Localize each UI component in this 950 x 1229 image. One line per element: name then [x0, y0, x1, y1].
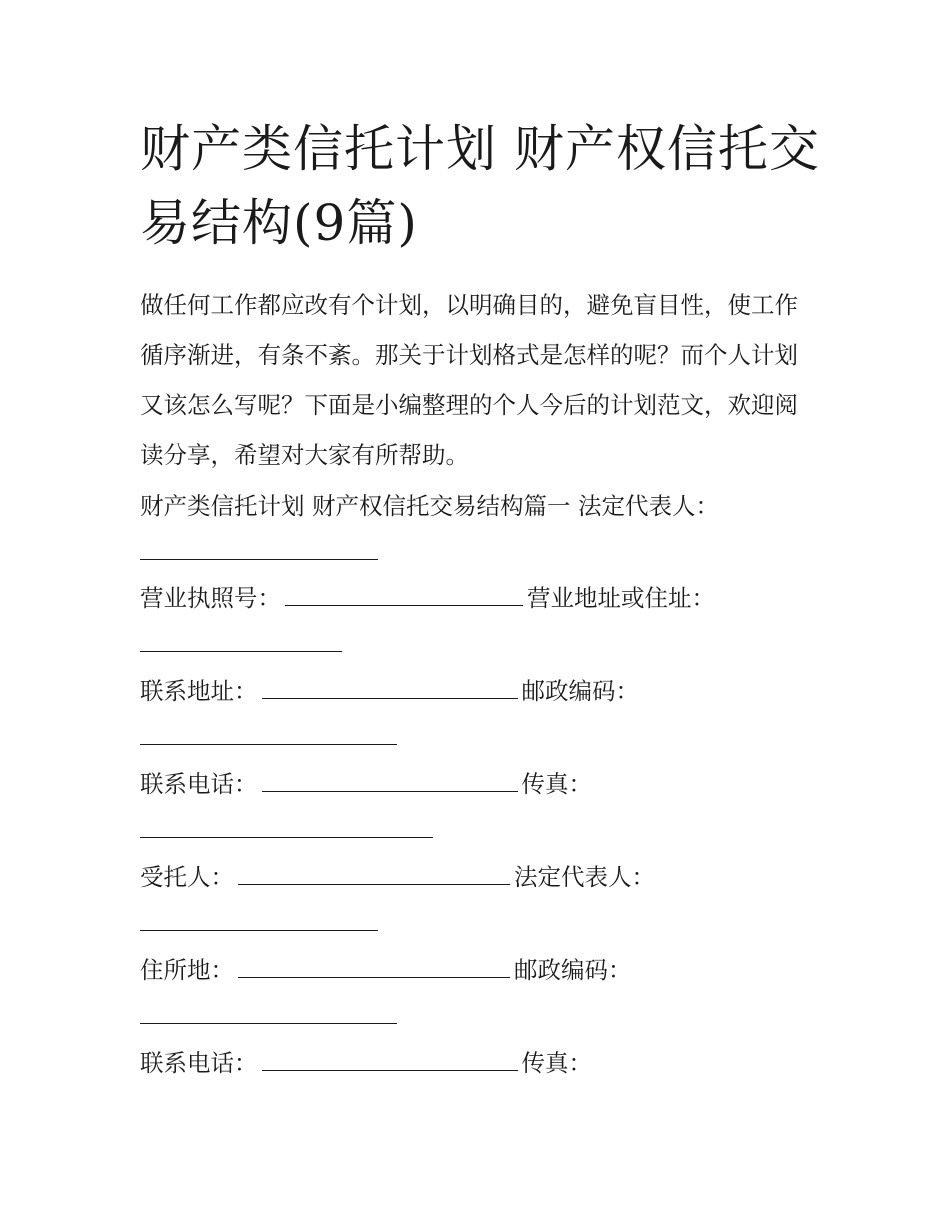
- contact-phone-blank[interactable]: [262, 790, 518, 792]
- contact-address-label: 联系地址：: [140, 677, 258, 705]
- business-address-blank[interactable]: [140, 650, 342, 652]
- fax-label-2: 传真：: [521, 1049, 592, 1077]
- trustee-label: 受托人：: [140, 863, 234, 891]
- postal-code-blank-2[interactable]: [140, 1022, 397, 1024]
- document-title: 财产类信托计划 财产权信托交易结构(9篇): [140, 120, 820, 252]
- postal-code-label-2: 邮政编码：: [514, 956, 632, 984]
- postal-code-blank[interactable]: [140, 743, 397, 745]
- trustee-legal-rep-blank-row: [140, 903, 382, 943]
- fax-blank[interactable]: [140, 836, 433, 838]
- contact-phone-blank-2[interactable]: [262, 1069, 518, 1071]
- business-license-row: [140, 578, 715, 618]
- fax-blank-row: [140, 810, 437, 850]
- contact-phone-row-2: [140, 1043, 592, 1083]
- trustee-blank[interactable]: [238, 883, 510, 885]
- domicile-row: [140, 950, 632, 990]
- trustee-legal-rep-blank[interactable]: [140, 929, 378, 931]
- intro-paragraph: 做任何工作都应改有个计划，以明确目的，避免盲目性，使工作循序渐进，有条不紊。那关于计划格式是怎样的呢？而个人计划又该怎么写呢？下面是小编整理的个人今后的计划范文，欢迎阅读分享，希望对大家有所帮助。: [140, 291, 798, 469]
- legal-rep-blank[interactable]: [140, 558, 378, 560]
- business-address-blank-row: [140, 624, 346, 664]
- legal-rep-blank-row: [140, 532, 382, 572]
- business-license-blank[interactable]: [285, 604, 523, 606]
- postal-code-blank-row: [140, 717, 401, 757]
- domicile-blank[interactable]: [238, 976, 510, 978]
- contact-phone-label: 联系电话：: [140, 770, 258, 798]
- postal-code-blank-row-2: [140, 996, 401, 1036]
- trustee-row: [140, 857, 655, 897]
- contact-phone-label-2: 联系电话：: [140, 1049, 258, 1077]
- contact-phone-row: [140, 764, 592, 804]
- business-license-label: 营业执照号：: [140, 584, 281, 612]
- contact-address-row: [140, 671, 639, 711]
- section-heading: 财产类信托计划 财产权信托交易结构篇一 法定代表人：: [140, 492, 719, 520]
- domicile-label: 住所地：: [140, 956, 234, 984]
- business-address-label: 营业地址或住址：: [527, 584, 715, 612]
- postal-code-label: 邮政编码：: [521, 677, 639, 705]
- legal-rep-label: 法定代表人：: [514, 863, 655, 891]
- fax-label: 传真：: [521, 770, 592, 798]
- contact-address-blank[interactable]: [262, 697, 518, 699]
